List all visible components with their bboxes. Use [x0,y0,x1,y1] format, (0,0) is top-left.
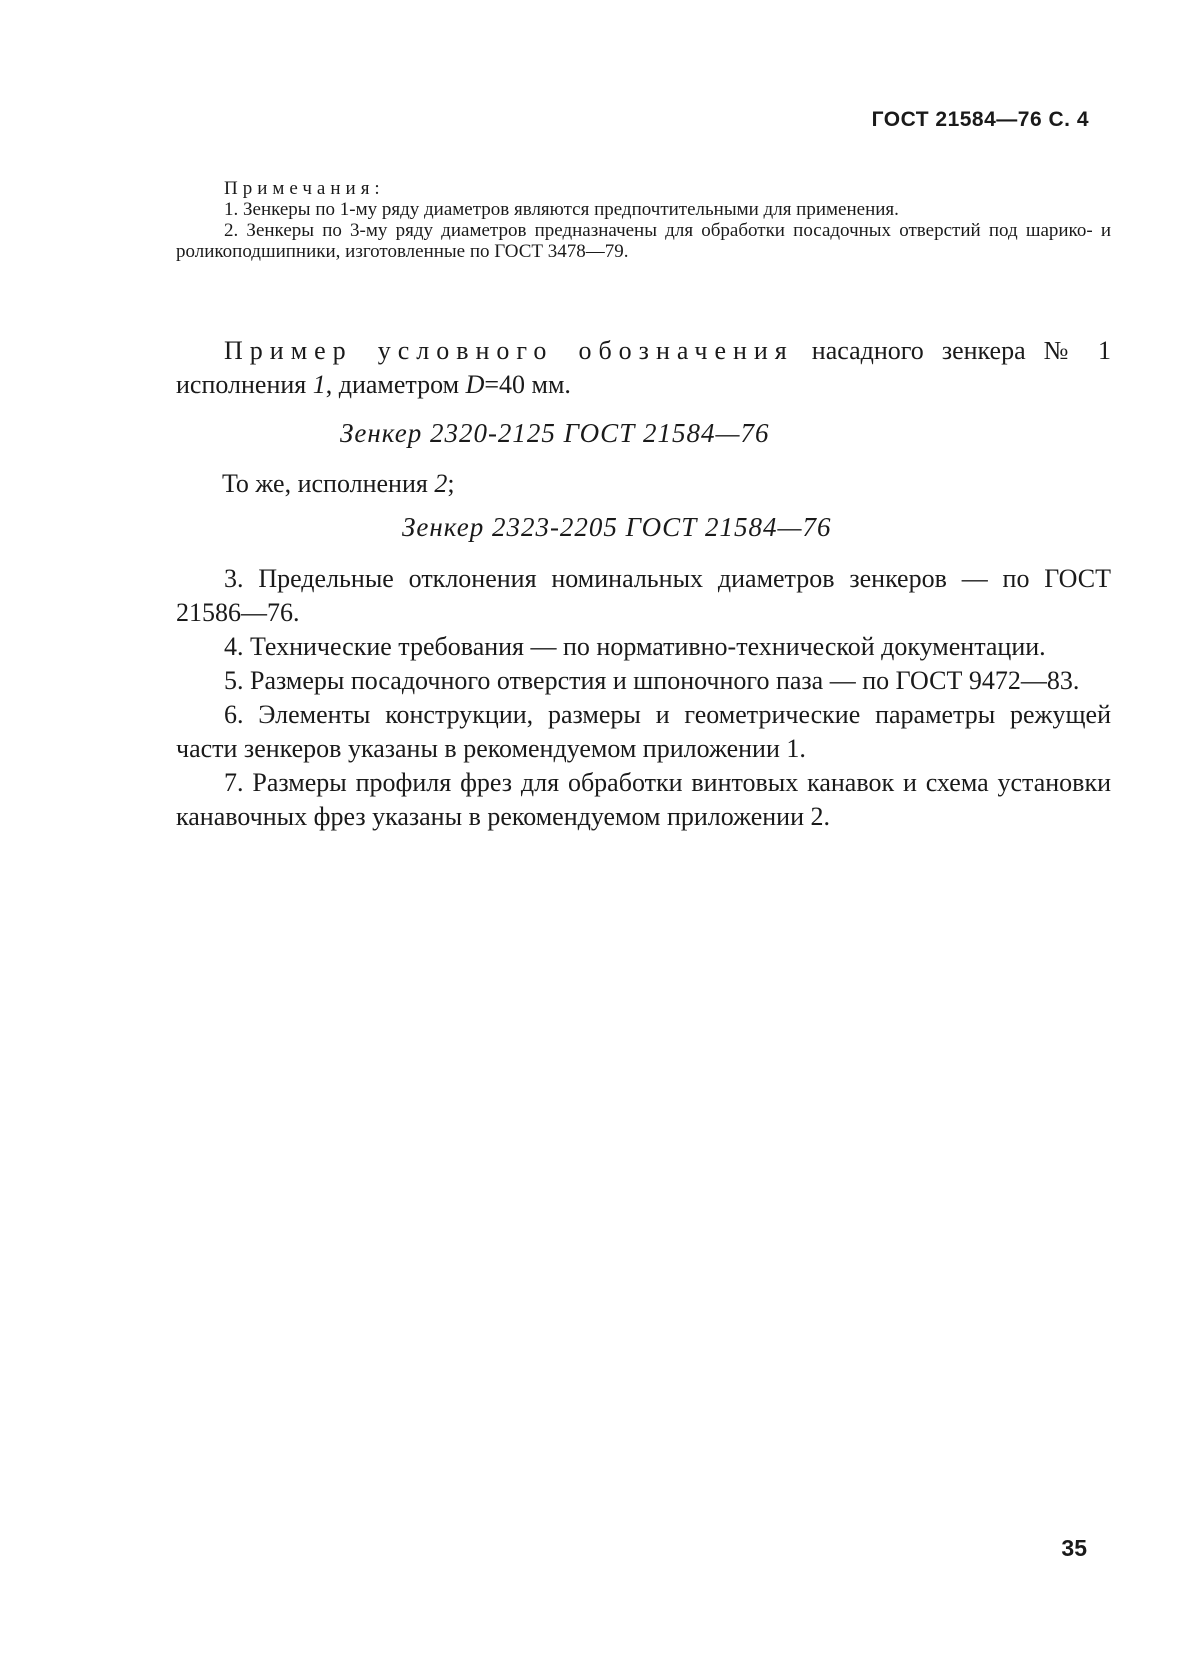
example-lead: Пример условного обозначения [224,336,794,365]
page-number: 35 [1061,1535,1087,1561]
example-d-symbol: D [465,370,485,399]
notes-section [176,178,1111,262]
requirements-list [176,562,1111,834]
requirement-item: 3. Предельные отклонения номинальных диаметров зенкеров — по ГОСТ 21586—76. [176,564,1111,627]
notes-title: Примечания: [224,178,385,199]
example-variant: 1 [312,370,326,399]
same-variant: 2 [434,469,448,498]
example-text-a: насадного зенкера № 1 исполнения [176,336,1111,399]
page-header-standard: ГОСТ 21584—76 С. 4 [871,108,1089,131]
requirement-item: 6. Элементы конструкции, размеры и геометрические параметры режущей части зенкеров указаны в рекомендуемом приложении 1. [176,700,1111,763]
same-text: То же, исполнения [222,469,435,498]
designation-code-1: Зенкер 2320-2125 ГОСТ 21584—76 [340,418,770,448]
requirement-item: 7. Размеры профиля фрез для обработки винтовых канавок и схема установки канавочных фрез указаны в рекомендуемом приложении 2. [176,768,1111,831]
note-item: 2. Зенкеры по 3-му ряду диаметров предназначены для обработки посадочных отверстий под шарико- и роликоподшипники, изготовленные по ГОСТ 3478—79. [176,220,1111,262]
requirement-item: 4. Технические требования — по нормативно-технической документации. [224,632,1046,661]
example-text-c: =40 мм. [484,370,571,399]
example-paragraph [176,334,1111,402]
example-text-b: , диаметром [325,370,466,399]
same-end: ; [447,469,455,498]
designation-code-2: Зенкер 2323-2205 ГОСТ 21584—76 [402,512,832,542]
same-variant-line [222,469,455,499]
note-item: 1. Зенкеры по 1-му ряду диаметров являются предпочтительными для применения. [224,199,899,220]
requirement-item: 5. Размеры посадочного отверстия и шпоночного паза — по ГОСТ 9472—83. [224,666,1080,695]
